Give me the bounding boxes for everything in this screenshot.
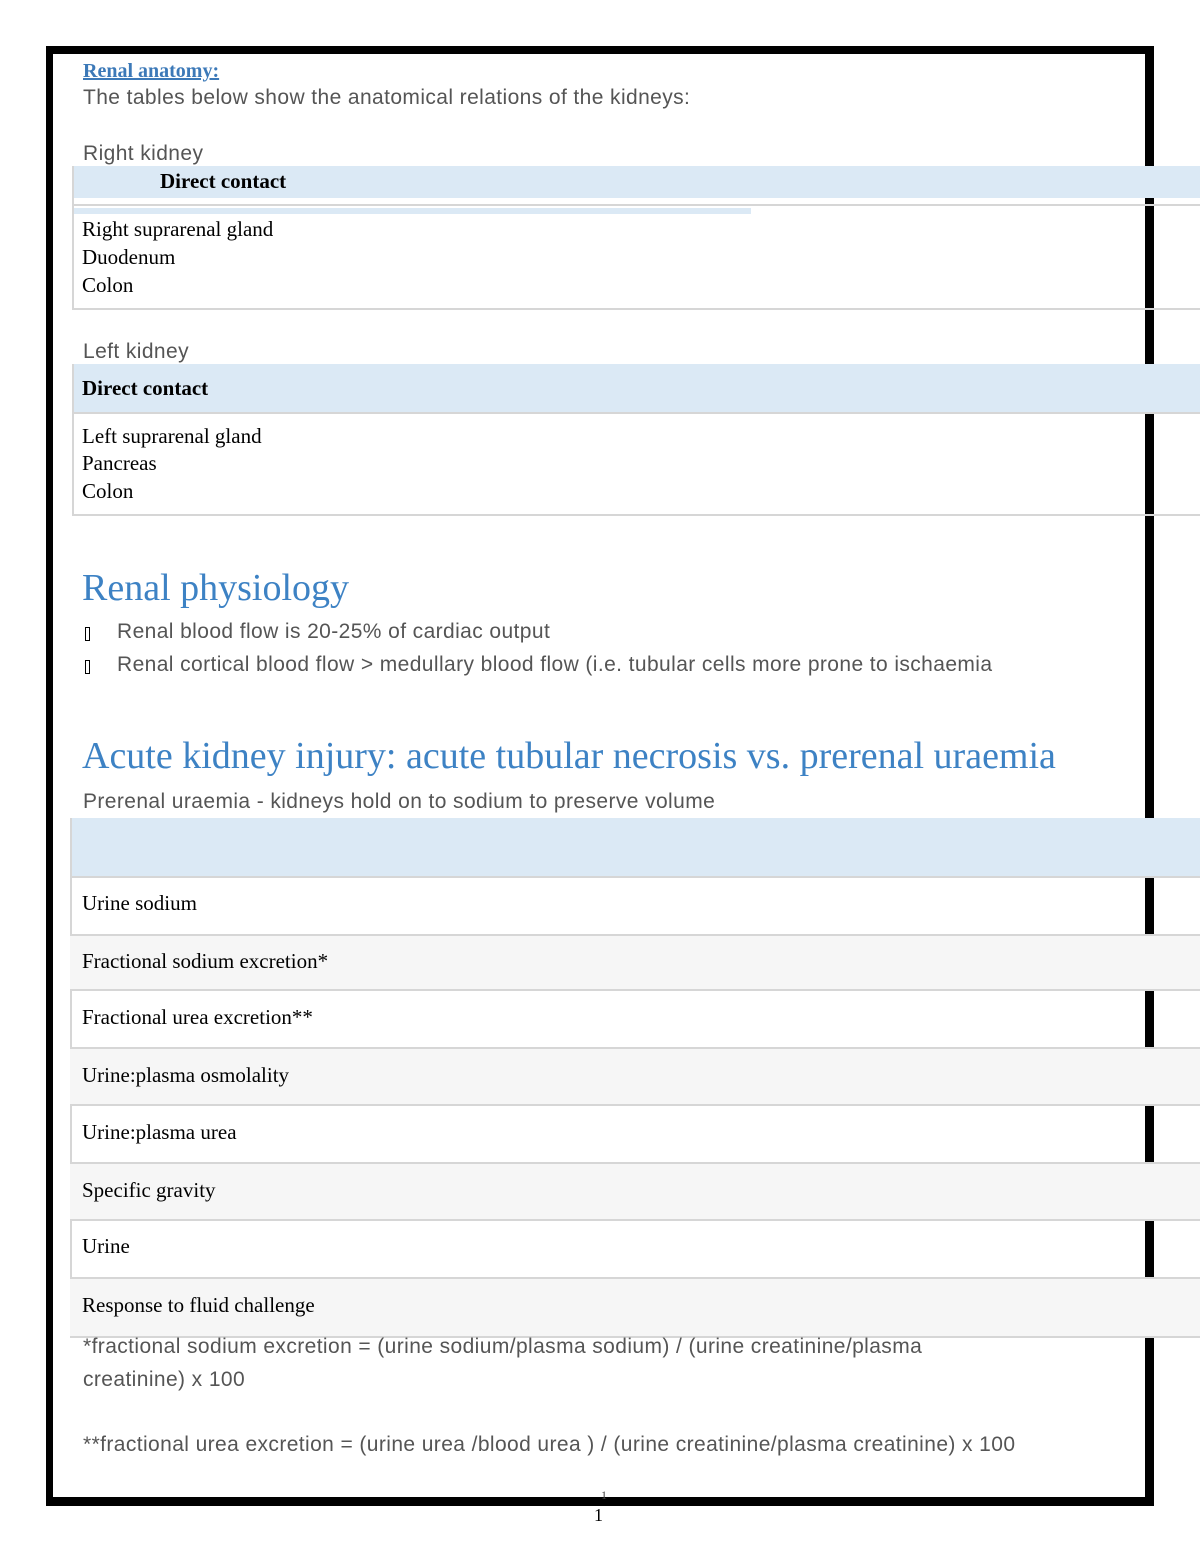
page-number: 1 — [594, 1505, 603, 1525]
right-table-header-stripe — [74, 208, 751, 214]
row-label: Fractional urea excretion** — [82, 1005, 313, 1029]
right-table-header-label: Direct contact — [160, 169, 287, 193]
table-row — [70, 1219, 1200, 1279]
footnote-sodium-line2: creatinine) x 100 — [83, 1368, 246, 1391]
table-row — [70, 989, 1200, 1049]
page-number-shadow: 1 — [601, 1488, 607, 1502]
left-item-1: Left suprarenal gland — [82, 424, 262, 448]
table-row — [70, 1047, 1200, 1106]
table-row — [70, 876, 1200, 936]
row-label: Urine:plasma urea — [82, 1120, 237, 1144]
left-item-2: Pancreas — [82, 451, 157, 475]
left-table-divider — [74, 412, 1200, 414]
table-row — [70, 1277, 1200, 1338]
table-row — [70, 1162, 1200, 1221]
bullet-icon — [85, 627, 90, 646]
left-table-header — [74, 364, 1200, 412]
aki-table-header — [70, 818, 1200, 876]
footnote-sodium-line1: *fractional sodium excretion = (urine sodium/plasma sodium) / (urine creatinine/plasma — [83, 1335, 923, 1358]
row-label: Specific gravity — [82, 1178, 216, 1202]
row-label: Fractional sodium excretion* — [82, 949, 329, 973]
right-item-3: Colon — [82, 273, 134, 297]
right-table-divider — [74, 204, 1200, 206]
table-row — [70, 1104, 1200, 1164]
right-kidney-title: Right kidney — [83, 142, 204, 165]
right-table-bottom — [72, 308, 1200, 310]
aki-heading: Acute kidney injury: acute tubular necrosis vs. prerenal uraemia — [82, 735, 1056, 777]
left-item-3: Colon — [82, 479, 134, 503]
right-item-1: Right suprarenal gland — [82, 217, 274, 241]
row-label: Urine — [82, 1234, 130, 1258]
row-label: Urine sodium — [82, 891, 197, 915]
bullet-icon — [85, 660, 90, 679]
physiology-bullet-2: Renal cortical blood flow > medullary blood flow (i.e. tubular cells more prone to ischaemia — [117, 653, 993, 676]
row-label: Urine:plasma osmolality — [82, 1063, 290, 1087]
left-kidney-title: Left kidney — [83, 340, 189, 363]
physiology-heading: Renal physiology — [82, 567, 350, 609]
right-item-2: Duodenum — [82, 245, 176, 269]
anatomy-heading: Renal anatomy: — [83, 60, 220, 82]
row-label: Response to fluid challenge — [82, 1293, 315, 1317]
footnote-urea: **fractional urea excretion = (urine urea /blood urea ) / (urine creatinine/plasma creatinine) x 100 — [83, 1433, 1016, 1456]
left-table-bottom — [72, 514, 1200, 516]
anatomy-intro: The tables below show the anatomical relations of the kidneys: — [83, 86, 691, 109]
left-table-header-label: Direct contact — [82, 376, 209, 400]
aki-subtitle: Prerenal uraemia - kidneys hold on to sodium to preserve volume — [83, 790, 716, 813]
right-table-header — [74, 166, 1200, 198]
table-row — [70, 934, 1200, 991]
physiology-bullet-1: Renal blood flow is 20-25% of cardiac output — [117, 620, 551, 643]
